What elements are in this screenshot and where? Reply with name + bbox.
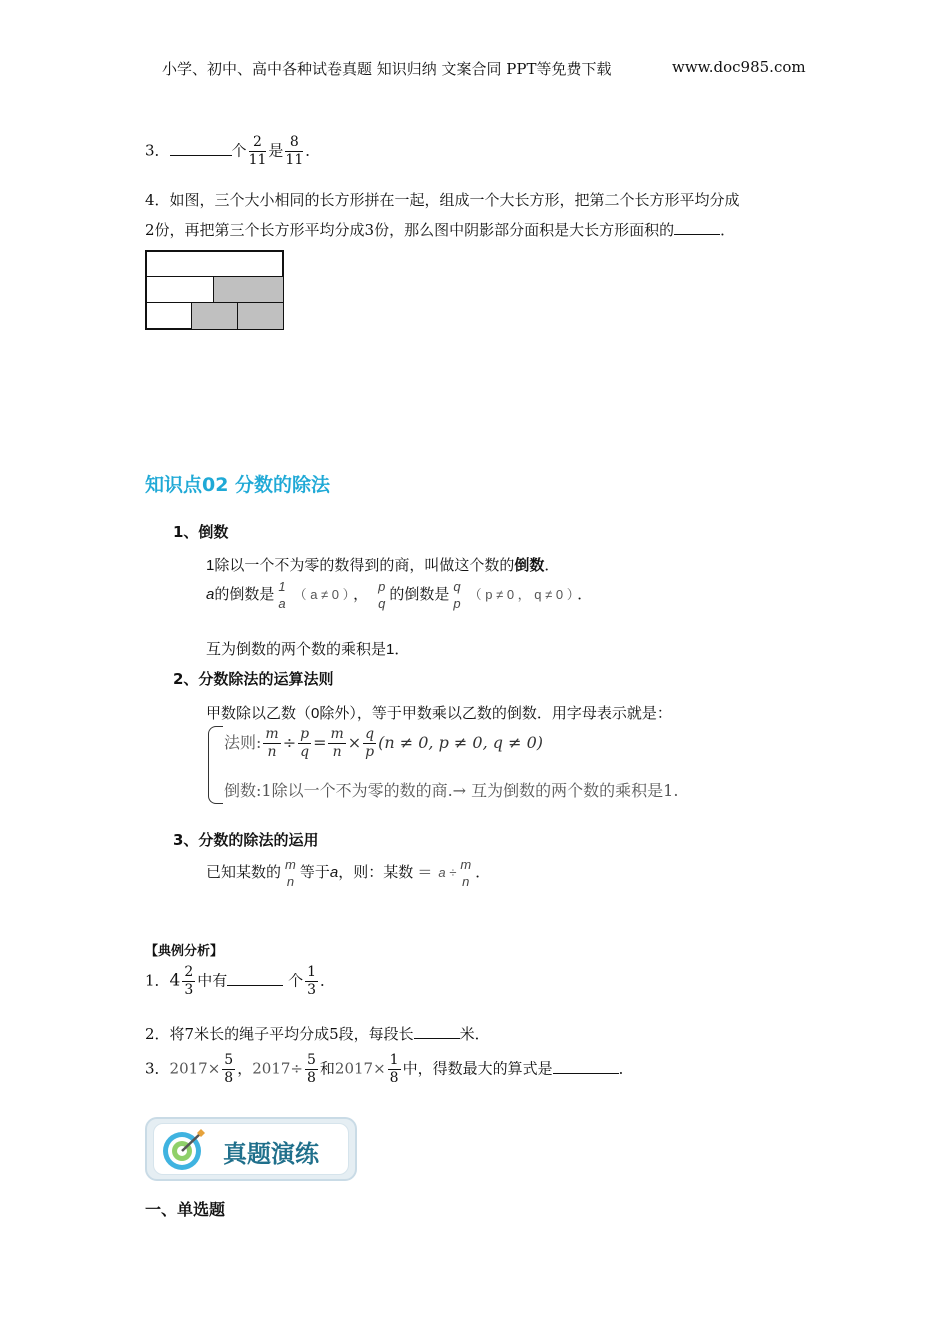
question-3 [145,134,320,169]
condition: （ p ≠ 0 ， q ≠ 0 ） [468,586,574,602]
practice-badge [145,1117,357,1181]
text: ， [353,585,369,603]
text: 的倒数是 [389,585,450,603]
text: 1除以一个不为零的数得到的商，叫做这个数的 [206,557,515,574]
denominator: 3 [184,982,194,998]
answer-blank[interactable] [674,222,720,235]
condition: （ a ≠ 0 ） [293,586,350,602]
denominator: p [365,744,375,760]
text: ． [720,221,736,239]
denominator: q [378,596,386,611]
text: ． [475,863,491,881]
text: 个 [231,141,247,160]
law-formula [224,726,543,761]
fraction [285,134,303,169]
expr: 2017÷ [252,1059,303,1078]
var: a [329,863,339,881]
target-icon [159,1125,209,1173]
numerator: m [330,726,344,742]
part-title: 一、单选题 [145,1200,226,1219]
fraction [305,1052,318,1087]
denominator: n [286,874,295,889]
numerator: 5 [224,1052,234,1068]
text: 和 [319,1059,335,1078]
text: ． [544,557,560,574]
denominator: 11 [285,152,304,168]
text: 2．将7米长的绳子平均分成5段，每段长 [145,1025,414,1043]
example-3 [145,1052,634,1087]
text: 1除以一个不为零的数的商.→ 互为倒数的两个数的乘积是1. [261,781,679,800]
brace [208,726,223,804]
numerator: 5 [306,1052,316,1068]
text: ， [237,1059,253,1078]
denominator: 11 [248,152,267,168]
divider [237,303,238,329]
text: 中，得数最大的算式是 [402,1059,553,1078]
text: 是 [268,141,284,160]
op: = [313,733,327,752]
badge-label: 真题演练 [223,1140,319,1168]
denominator: 3 [307,982,317,998]
question-4-line2 [145,219,735,240]
numerator: p [300,726,310,742]
text: 中有 [197,971,228,990]
numerator: q [453,579,461,594]
text: 米． [459,1025,490,1043]
numerator: 2 [184,964,194,980]
fraction [182,964,195,999]
reciprocal-product: 互为倒数的两个数的乘积是1． [206,641,410,658]
reciprocal-formula [224,778,678,801]
q-number: 1． [145,971,170,990]
header-url[interactable]: www.doc985.com [672,58,806,76]
fraction [263,726,280,761]
fraction [249,134,267,169]
header-text: 小学、初中、高中各种试卷真题 知识归纳 文案合同 PPT等免费下载 [162,60,612,78]
denominator: n [267,744,277,760]
reciprocal-examples [206,578,592,612]
example-1 [145,964,335,999]
text: 个 [288,971,304,990]
text: ． [577,585,593,603]
op: × [347,733,362,752]
numerator: p [378,579,386,594]
expr: a ÷ [438,864,457,880]
answer-blank[interactable] [170,143,232,156]
numerator: 1 [389,1052,399,1068]
example-2 [145,1023,490,1044]
division-rule: 甲数除以乙数（0除外），等于甲数乘以乙数的倒数．用字母表示就是： [206,705,672,722]
subsection-title-1: 1、倒数 [173,523,229,541]
numerator: m [460,857,472,872]
text: ． [320,971,336,990]
fraction [363,726,376,761]
expr: 2017× [169,1059,221,1078]
examples-title: 【典例分析】 [145,943,224,958]
answer-blank[interactable] [553,1061,619,1074]
denominator: 8 [389,1070,399,1086]
denominator: p [453,596,461,611]
numerator: 1 [278,579,286,594]
numerator: q [365,726,375,742]
denominator: q [300,744,310,760]
question-4-line1: 4．如图，三个大小相同的长方形拼在一起，组成一个大长方形，把第二个长方形平均分成 [145,191,740,209]
numerator: m [285,857,296,872]
text: 的倒数是 [214,585,275,603]
fraction [222,1052,235,1087]
expr: 2017× [334,1059,386,1078]
subsection-title-2: 2、分数除法的运算法则 [173,670,334,688]
text: ，则：某数 ＝ [338,863,433,881]
shaded-half [213,277,283,302]
keyword: 倒数 [514,557,545,574]
fraction [388,1052,401,1087]
text: ． [305,141,321,160]
text: 已知某数的 [206,863,282,881]
op: ÷ [282,733,297,752]
fraction [328,726,345,761]
text: 等于 [299,863,330,881]
label: 法则: [224,733,262,752]
fraction [451,578,462,612]
subsection-title-3: 3、分数的除法的运用 [173,831,319,849]
answer-blank[interactable] [227,973,283,986]
fraction [305,964,318,999]
fraction [458,856,473,890]
text: 2份，再把第三个长方形平均分成3份，那么图中阴影部分面积是大长方形面积的 [145,221,675,239]
answer-blank[interactable] [414,1026,460,1039]
text: ． [618,1059,634,1078]
numerator: 8 [285,134,303,152]
denominator: a [278,596,286,611]
fraction [283,856,298,890]
fraction [276,578,287,612]
denominator: 8 [224,1070,234,1086]
reciprocal-definition [206,554,559,575]
var: a [206,585,215,603]
q-number: 3． [145,141,170,160]
whole: 4 [169,970,181,991]
fraction [298,726,311,761]
numerator: 2 [249,134,267,152]
numerator: 1 [307,964,317,980]
denominator: n [462,874,470,889]
numerator: m [265,726,279,742]
fraction [376,578,387,612]
condition: (n ≠ 0, p ≠ 0, q ≠ 0) [378,733,544,752]
section-title: 知识点02 分数的除法 [145,474,331,496]
application-rule [206,856,490,890]
denominator: n [332,744,342,760]
label: 倒数: [224,781,262,800]
denominator: 8 [306,1070,316,1086]
q-number: 3． [145,1059,170,1078]
